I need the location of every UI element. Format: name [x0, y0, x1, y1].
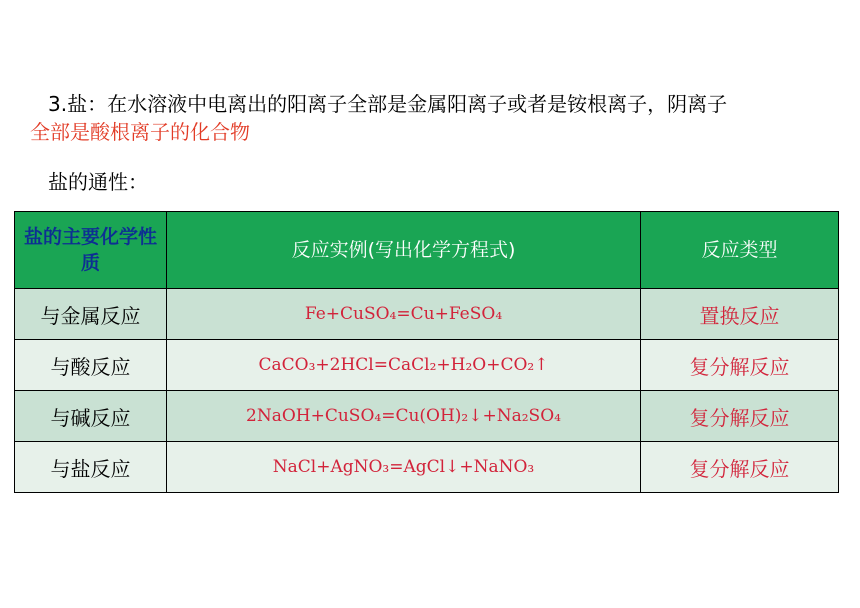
equation-cell: Fe+CuSO₄=Cu+FeSO₄ [167, 289, 641, 340]
section-subheading: 盐的通性： [48, 170, 148, 194]
reaction-type-cell: 复分解反应 [641, 442, 839, 493]
definition-line-2: 全部是酸根离子的化合物 [30, 120, 250, 144]
equation-cell: 2NaOH+CuSO₄=Cu(OH)₂↓+Na₂SO₄ [167, 391, 641, 442]
property-cell: 与金属反应 [15, 289, 167, 340]
header-equation: 反应实例(写出化学方程式) [167, 212, 641, 289]
property-cell: 与碱反应 [15, 391, 167, 442]
equation-cell: NaCl+AgNO₃=AgCl↓+NaNO₃ [167, 442, 641, 493]
table-header-row [15, 212, 839, 289]
header-property: 盐的主要化学性质 [15, 212, 167, 289]
table-row [15, 289, 839, 340]
reaction-type-cell: 复分解反应 [641, 340, 839, 391]
salt-properties-table [14, 211, 839, 493]
header-reaction-type: 反应类型 [641, 212, 839, 289]
property-cell: 与盐反应 [15, 442, 167, 493]
property-cell: 与酸反应 [15, 340, 167, 391]
table-row [15, 442, 839, 493]
table-row [15, 340, 839, 391]
table-row [15, 391, 839, 442]
definition-line-1: 3.盐：在水溶液中电离出的阳离子全部是金属阳离子或者是铵根离子，阴离子 [48, 92, 728, 116]
equation-cell: CaCO₃+2HCl=CaCl₂+H₂O+CO₂↑ [167, 340, 641, 391]
reaction-type-cell: 置换反应 [641, 289, 839, 340]
reaction-type-cell: 复分解反应 [641, 391, 839, 442]
